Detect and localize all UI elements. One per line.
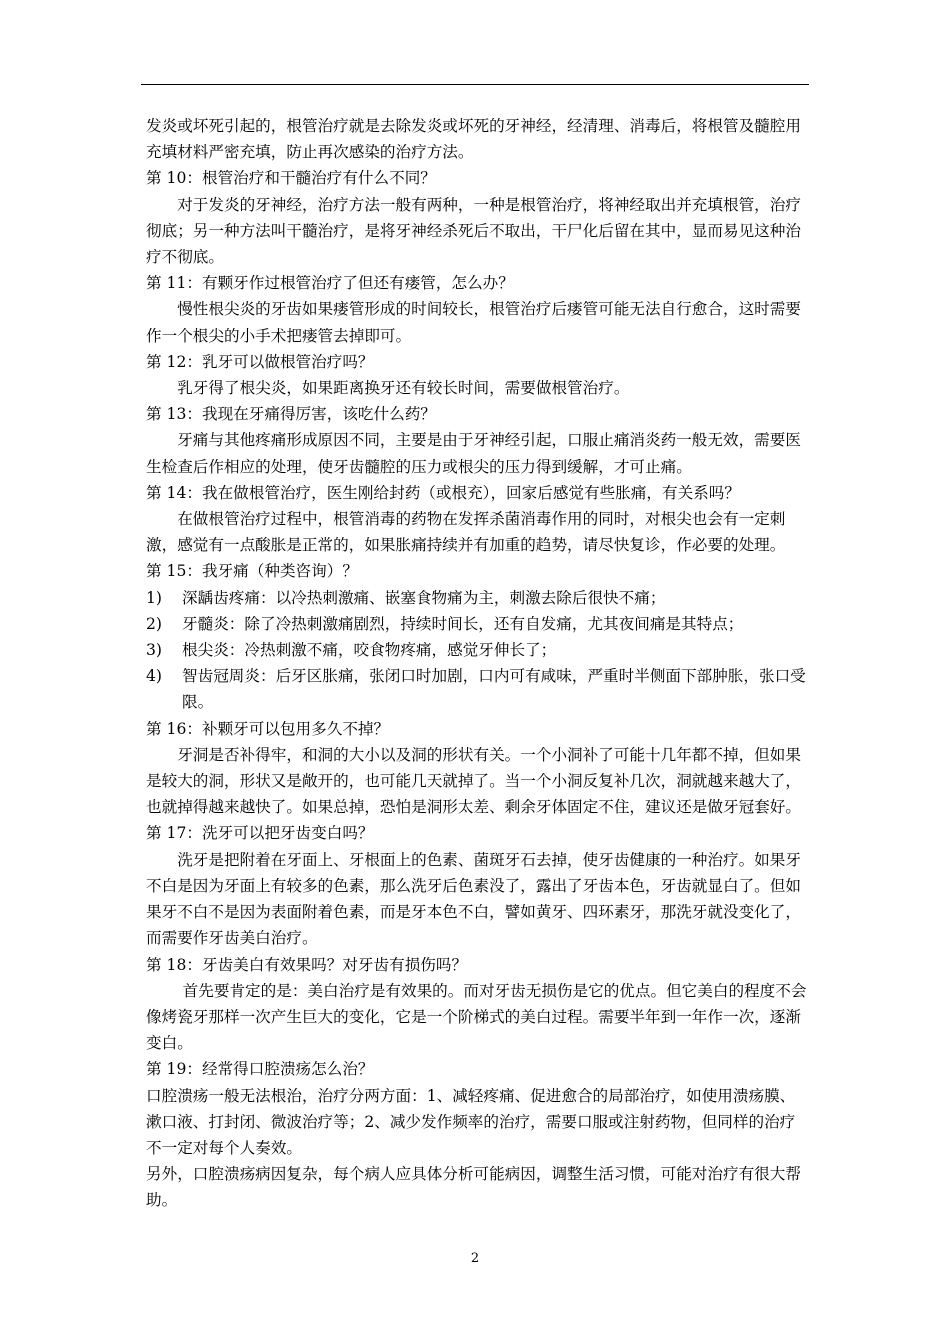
list-item-text: 深龋齿疼痛：以冷热刺激痛、嵌塞食物痛为主，刺激去除后很快不痛； <box>182 588 666 607</box>
answer-paragraph: 乳牙得了根尖炎，如果距离换牙还有较长时间，需要做根管治疗。 <box>177 379 630 398</box>
list-item-number: 3) <box>146 641 163 660</box>
list-item <box>146 663 808 715</box>
document-body <box>146 113 808 1214</box>
body-paragraph: 口腔溃疡一般无法根治，治疗分两方面：1、减轻疼痛、促进愈合的局部治疗，如使用溃疡膜、漱口液、打封闭、微波治疗等；2、减少发作频率的治疗，需要口服或注射药物，但同样的治疗不一定对每个人奏效。 <box>146 1086 796 1157</box>
header-rule <box>141 84 809 85</box>
page-number: 2 <box>470 1251 480 1266</box>
question-heading: 第 13：我现在牙痛得厉害，该吃什么药？ <box>146 405 436 424</box>
question-heading: 第 10：根管治疗和干髓治疗有什么不同？ <box>146 169 436 188</box>
question-heading: 第 17：洗牙可以把牙齿变白吗？ <box>146 824 374 843</box>
answer-paragraph: 牙痛与其他疼痛形成原因不同，主要是由于牙神经引起，口服止痛消炎药一般无效，需要医生检查后作相应的处理，使牙齿髓腔的压力或根尖的压力得到缓解，才可止痛。 <box>146 431 801 476</box>
question-heading: 第 12：乳牙可以做根管治疗吗？ <box>146 352 374 371</box>
body-paragraph: 发炎或坏死引起的，根管治疗就是去除发炎或坏死的牙神经，经清理、消毒后，将根管及髓腔用充填材料严密充填，防止再次感染的治疗方法。 <box>146 117 801 162</box>
body-paragraph: 另外，口腔溃疡病因复杂，每个病人应具体分析可能病因，调整生活习惯，可能对治疗有很大帮助。 <box>146 1165 801 1210</box>
answer-paragraph: 对于发炎的牙神经，治疗方法一般有两种，一种是根管治疗，将神经取出并充填根管，治疗彻底；另一种方法叫干髓治疗，是将牙神经杀死后不取出，干尸化后留在其中，显而易见这种治疗不彻底。 <box>146 195 801 267</box>
question-heading: 第 19：经常得口腔溃疡怎么治？ <box>146 1060 374 1079</box>
list-item-number: 4) <box>146 667 163 686</box>
list-item-text: 根尖炎：冷热刺激不痛，咬食物疼痛，感觉牙伸长了； <box>182 641 557 660</box>
question-heading: 第 18：牙齿美白有效果吗？对牙齿有损伤吗？ <box>146 955 468 974</box>
list-item-number: 2) <box>146 614 163 633</box>
list-item <box>146 585 808 611</box>
question-heading: 第 14：我在做根管治疗，医生刚给封药（或根充），回家后感觉有些胀痛，有关系吗？ <box>146 483 740 502</box>
question-heading: 第 15：我牙痛（种类咨询）？ <box>146 562 358 581</box>
answer-paragraph: 慢性根尖炎的牙齿如果瘘管形成的时间较长，根管治疗后瘘管可能无法自行愈合，这时需要作一个根尖的小手术把瘘管去掉即可。 <box>146 300 801 345</box>
answer-paragraph: 首先要肯定的是：美白治疗是有效果的。而对牙齿无损伤是它的优点。但它美白的程度不会像烤瓷牙那样一次产生巨大的变化，它是一个阶梯式的美白过程。需要半年到一年作一次，逐渐变白。 <box>146 981 807 1053</box>
list-item <box>146 637 808 663</box>
answer-paragraph: 洗牙是把附着在牙面上、牙根面上的色素、菌斑牙石去掉，使牙齿健康的一种治疗。如果牙不白是因为牙面上有较多的色素，那么洗牙后色素没了，露出了牙齿本色，牙齿就显白了。但如果牙不白不是因为表面附着色素，而是牙本色不白，譬如黄牙、四环素牙，那洗牙就没变化了，而需要作牙齿美白治疗。 <box>146 850 801 948</box>
list-item-text: 牙髓炎：除了冷热刺激痛剧烈，持续时间长，还有自发痛，尤其夜间痛是其特点； <box>182 614 744 633</box>
list-item-number: 1) <box>146 588 163 607</box>
list-item <box>146 611 808 637</box>
question-heading: 第 11：有颗牙作过根管治疗了但还有瘘管，怎么办？ <box>146 274 514 293</box>
question-heading: 第 16：补颗牙可以包用多久不掉？ <box>146 719 390 738</box>
answer-paragraph: 在做根管治疗过程中，根管消毒的药物在发挥杀菌消毒作用的同时，对根尖也会有一定刺激，感觉有一点酸胀是正常的，如果胀痛持续并有加重的趋势，请尽快复诊，作必要的处理。 <box>146 510 786 555</box>
answer-paragraph: 牙洞是否补得牢，和洞的大小以及洞的形状有关。一个小洞补了可能十几年都不掉，但如果是较大的洞，形状又是敞开的，也可能几天就掉了。当一个小洞反复补几次，洞就越来越大了，也就掉得越来越快了。如果总掉，恐怕是洞形太差、剩余牙体固定不住，建议还是做牙冠套好。 <box>146 745 801 817</box>
list-item-text: 智齿冠周炎：后牙区胀痛，张闭口时加剧，口内可有咸味，严重时半侧面下部肿胀，张口受限。 <box>182 667 806 712</box>
